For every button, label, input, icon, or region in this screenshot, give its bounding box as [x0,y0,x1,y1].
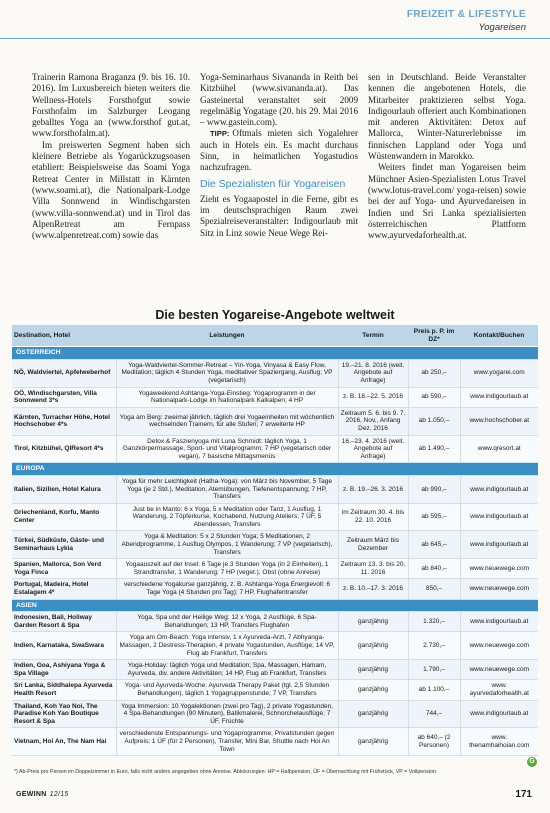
table-row [12,407,538,435]
services-cell: Just be in Manto: 6 x Yoga, 5 x Meditation oder Tanz, 1 Ausflug, 1 Wanderung, 2 Töpferkurse, Kochabend, Nutzung Ateliers; 7 ÜF, 5 Abendessen, Transfers [116,503,338,531]
table-title: Die besten Yogareise-Angebote weltweit [155,308,395,322]
table-row [12,435,538,463]
column-header: Kontakt/Buchen [460,325,538,347]
article-paragraph: Trainerin Ramona Braganza (9. bis 16. 10. 2016). Im Luxusbereich bieten weiters die Wellness-Hotels Forsthofgut sowie Forsthofalm im Salzburger Leogang geballtes Yoga an (www.forsthof gut.at, www.forsthofalm.at). [32,72,190,139]
price-cell: ab 1.100,– [408,680,460,700]
article-subheading: Die Spezialisten für Yogareisen [200,177,346,190]
column-header: Preis p. P. im DZ* [408,325,460,347]
article-paragraph: Yoga-Seminarhaus Sivananda in Reith bei Kitzbühel (www.sivananda.at). Das Gasteinertal veranstaltet seit 2009 regelmäßig Yogatage (20. bis 29. Mai 2016 – www.gastein.com). [200,72,358,128]
column-header: Leistungen [116,325,338,347]
date-cell: Zeitraum März bis Dezember [338,531,408,559]
article-body [32,72,526,241]
contact-cell: www.indigourlaub.at [460,503,538,531]
magazine-name: GEWINN [16,791,47,798]
subsection-title: Yogareisen [478,22,526,33]
offers-table-section [12,308,538,756]
destination-cell: NÖ, Waldviertel, Apfelweberhof [12,359,116,387]
services-cell: verschiedene Yogakurse ganzjährig, z. B. Ashtanga-Yoga Energievoll: 6 Tage Yoga (4 Stunden pro Tag); 7 HP, Flughafentransfer [116,579,338,599]
services-cell: Yoga, Spa und der Heilige Weg: 12 x Yoga, 2 Ausflüge, 6 Spa-Behandlungen; 13 HP, Transfers Flughafen [116,612,338,632]
contact-cell: www.indigourlaub.at [460,700,538,728]
destination-cell: Sri Lanka, Siddhalepa Ayurveda Health Resort [12,680,116,700]
region-label: ASIEN [12,599,538,612]
table-row [12,612,538,632]
date-cell: 19.–21. 8. 2016 (weit. Angebote auf Anfrage) [338,359,408,387]
price-cell: 744,– [408,700,460,728]
destination-cell: Griechenland, Korfu, Manto Center [12,503,116,531]
table-row [12,503,538,531]
article-paragraph: sen in Deutschland. Beide Veranstalter kennen die angebotenen Hotels, die Mitarbeiter praktizieren selbst Yoga. Indigourlaub offeriert auch Kombinationen mit anderen Aktivitäten: Detox auf Mallorca, Winter-Naturerlebnisse im finnischen Lappland oder Yoga und Wüstenwandern in Marokko. [368,72,526,162]
table-row [12,359,538,387]
services-cell: Yogaweekend Ashtanga-Yoga-Einstieg: Yogaprogramm in der Nationalpark-Lodge im Nationalpark Kalkalpen; 4 HP [116,387,338,407]
gewinn-badge-icon: G [527,757,537,767]
article-column-3 [368,72,526,241]
offers-table [12,325,538,756]
date-cell: ganzjährig [338,728,408,756]
tipp-label: TIPP: [210,129,230,139]
table-row [12,728,538,756]
destination-cell: Italien, Sizilien, Hotel Kalura [12,475,116,503]
header-divider [0,38,550,39]
contact-cell: www.neuewege.com [460,559,538,579]
services-cell: Detox & Faszienyoga mit Luna Schmidt: täglich Yoga, 1 Ganzkörpermassage, Sport- und Vitalprogramm; 7 HP (vegetarisch oder vegan), 7 basische Mittagsmenüs [116,435,338,463]
date-cell: im Zeitraum 30. 4. bis 22. 10. 2016 [338,503,408,531]
contact-cell: www.neuewege.com [460,660,538,680]
price-cell: 1.790,– [408,660,460,680]
destination-cell: Portugal, Madeira, Hotel Estalagem 4* [12,579,116,599]
services-cell: Yoga- und Ayurveda-Woche: Ayurveda Therapy Paket (tgl. 2,5 Stunden Behandlungen), täglich 1 Yogagruppenstunde; 7 VP, Transfers [116,680,338,700]
region-label: ÖSTERREICH [12,347,538,360]
destination-cell: Türkei, Südküste, Gäste- und Seminarhaus Lykia [12,531,116,559]
date-cell: ganzjährig [338,660,408,680]
destination-cell: Kärnten, Turracher Höhe, Hotel Hochschober 4*s [12,407,116,435]
tipp-text: Oftmals mieten sich Yogalehrer auch in Hotels ein. Es macht durchaus Sinn, in heimatlichen Yogastudios nachzufragen. [200,128,358,173]
page-footer [14,789,536,803]
date-cell: ganzjährig [338,680,408,700]
contact-cell: www.indigourlaub.at [460,612,538,632]
services-cell: Yoga am Om-Beach: Yoga intensiv, 1 x Ayurveda-Arzt, 7 Abhyanga-Massagen, 2 Destress-Therapien, 4 private Yogastunden, Ausflüge; 14 VP, Flug ab Frankfurt, Transfers [116,632,338,660]
table-row [12,579,538,599]
destination-cell: OÖ, Windischgarsten, Villa Sonnwend 3*s [12,387,116,407]
region-label: EUROPA [12,463,538,476]
table-header-row [12,325,538,347]
destination-cell: Indien, Karnataka, SwaSwara [12,632,116,660]
destination-cell: Thailand, Koh Yao Noi, The Paradise Koh Yao Boutique Resort & Spa [12,700,116,728]
page-number: 171 [515,789,532,800]
contact-cell: www.indigourlaub.at [460,387,538,407]
date-cell: ganzjährig [338,612,408,632]
destination-cell: Tirol, Kitzbühel, QIResort 4*s [12,435,116,463]
region-row [12,463,538,476]
table-row [12,475,538,503]
price-cell: ab 1.490,– [408,435,460,463]
date-cell: z. B. 10.–17. 3. 2016 [338,579,408,599]
date-cell: Zeitraum 13. 3. bis 20. 11. 2016 [338,559,408,579]
contact-cell: www.hochschober.at [460,407,538,435]
region-row [12,599,538,612]
section-title: FREIZEIT & LIFESTYLE [406,9,526,20]
services-cell: Yoga-Waldviertel-Sommer-Retreat – Yin-Yoga, Vinyasa & Easy Flow, Meditation; täglich 4 Stunden Yoga, meditativer Spaziergang, Ausflug; VP (vegetarisch) [116,359,338,387]
services-cell: Yoga am Berg: zweimal jährlich, täglich drei Yogaeinheiten mit wöchentlich wechselnden Trainern, für alle Stufen; 7 erweiterte HP [116,407,338,435]
tipp-paragraph [200,128,358,173]
services-cell: Yoga & Meditation: 5 x 2 Stunden Yoga; 5 Meditationen, 2 Abendprogramme, 1 Ausflug Olympos, 1 Wanderung; 7 VP (vegetarisch), Transfers [116,531,338,559]
date-cell: Zeitraum 5. 6. bis 9. 7. 2016, Nov., Anfang Dez. 2016 [338,407,408,435]
contact-cell: www. thenamhaihoian.com [460,728,538,756]
table-row [12,700,538,728]
price-cell: ab 1.050,– [408,407,460,435]
region-row [12,347,538,360]
services-cell: Yoga-Holiday: täglich Yoga und Meditation; Spa, Massagen, Hamam, Ayurveda, div. andere Aktivitäten; 14 HP, Flug ab Frankfurt, Transfers [116,660,338,680]
magazine-label [16,791,69,798]
article-paragraph: Zieht es Yogaapostel in die Ferne, gibt es im deutschsprachigen Raum zwei Spezialreiseveranstalter: Indigourlaub mit Sitz in Linz sowie Neue Wege Rei- [200,193,358,238]
issue-number: 12/15 [49,791,69,798]
contact-cell: www. ayurvedaforhealth.at [460,680,538,700]
price-cell: 850,– [408,579,460,599]
price-cell: ab 595,– [408,503,460,531]
article-paragraph: Im preiswerten Segment haben sich kleinere Betriebe als Yogarückzugsoasen etabliert: Beispielsweise das Soami Yoga Retreat Center in Millstatt in Kärnten (www.soami.at), die Nationalpark-Lodge Villa Sonnwend in Windischgarsten (www.villa-sonnwend.at) und in Tirol das AlpenRetreat am Fernpass (www.alpenretreat.com) sowie das [32,139,190,241]
price-cell: ab 640,– (2 Personen) [408,728,460,756]
services-cell: Yogaauszeit auf der Insel: 6 Tage je 3 Stunden Yoga (in 2 Einheiten), 1 Strandtransfer, 1 Wanderung; 7 HP (veget.), Obst (ohne Anreise) [116,559,338,579]
column-header: Termin [338,325,408,347]
contact-cell: www.indigourlaub.at [460,531,538,559]
date-cell: ganzjährig [338,700,408,728]
destination-cell: Indonesien, Bali, Holiway Garden Resort & Spa [12,612,116,632]
date-cell: z. B. 19.–26. 3. 2016 [338,475,408,503]
column-header: Destination, Hotel [12,325,116,347]
table-footnote: *) Ab-Preis pro Person im Doppelzimmer in Euro, falls nicht anders angegeben ohne Anreise. Abkürzungen: HP = Halbpension, ÜF = Übernachtung mit Frühstück, VP = Vollpension [14,769,436,775]
contact-cell: www.neuewege.com [460,632,538,660]
services-cell: verschiedenste Entspannungs- und Yogaprogramme; Privatstunden gegen Aufpreis; 1 ÜF (für 2 Personen), Transfer, Mini Bar, Shuttle nach Hoi An Town [116,728,338,756]
date-cell: ganzjährig [338,632,408,660]
price-cell: ab 990,– [408,475,460,503]
table-row [12,660,538,680]
table-row [12,531,538,559]
table-row [12,632,538,660]
article-column-2 [200,72,358,241]
date-cell: 16.–23. 4. 2016 (weit. Angebote auf Anfrage) [338,435,408,463]
contact-cell: www.indigourlaub.at [460,475,538,503]
date-cell: z. B. 18.–22. 5. 2016 [338,387,408,407]
services-cell: Yoga Immersion: 10 Yogalektionen (zwei pro Tag), 2 private Yogastunden, 4 Spa-Behandlungen (90 Minuten), Batikmalerei, Schnorchelausflüge; 7 ÜF, Früchte [116,700,338,728]
article-paragraph: Weiters findet man Yogareisen beim Münchner Asien-Spezialisten Lotus Travel (www.lotus-travel.com/ yoga-reisen) sowie bei der auf Yoga- und Ayurvedareisen in Indien und Sri Lanka spezialisierten österreichischen Plattform www.ayurvedaforhealth.at. [368,162,526,241]
contact-cell: www.qresort.at [460,435,538,463]
price-cell: 2.730,– [408,632,460,660]
price-cell: ab 590,– [408,387,460,407]
price-cell: ab 250,– [408,359,460,387]
destination-cell: Vietnam, Hoi An, The Nam Hai [12,728,116,756]
services-cell: Yoga für mehr Leichtigkeit (Hatha-Yoga): von März bis November, 5 Tage Yoga (je 2 Std.), Meditation, Atemübungen, Tiefenentspannung; 7 HP, Transfers [116,475,338,503]
destination-cell: Indien, Goa, Ashiyana Yoga & Spa Village [12,660,116,680]
table-row [12,387,538,407]
contact-cell: www.neuewege.com [460,579,538,599]
article-column-1 [32,72,190,241]
price-cell: ab 840,– [408,559,460,579]
page-header [0,0,550,42]
table-row [12,559,538,579]
table-row [12,680,538,700]
price-cell: 1.320,– [408,612,460,632]
destination-cell: Spanien, Mallorca, Son Verd Yoga Finca [12,559,116,579]
contact-cell: www.yogarei.com [460,359,538,387]
price-cell: ab 645,– [408,531,460,559]
